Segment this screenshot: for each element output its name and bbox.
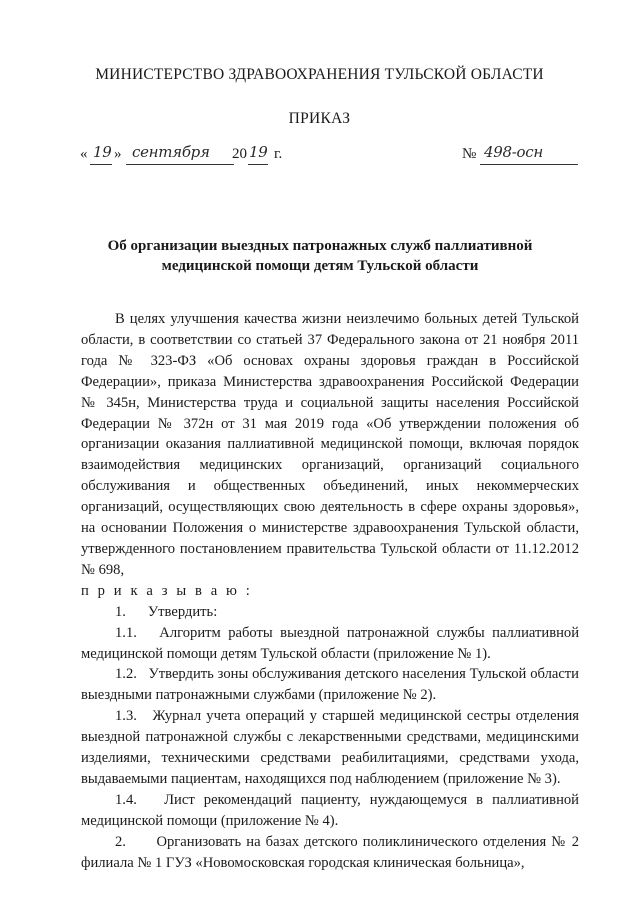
item-1-3: 1.3. Журнал учета операций у старшей медицинской сестры отделения выездной патронажной службы с лекарственными средствами, медицинскими изделиями, техническими средствами реабилитациями, средствами ухода, выдаваемыми пациентам, находящихся под наблюдением (приложение № 3). [81,708,583,787]
order-word: п р и к а з ы в а ю : [81,582,253,599]
date-year-suffix: 19 [249,143,268,161]
number-value: 498-осн [484,143,543,161]
item-1: 1. Утвердить: [115,603,218,620]
date-open-quote: « [80,146,88,162]
date-month: сентября [132,143,210,161]
date-day: 19 [93,143,112,161]
date-year-label: г. [274,146,283,162]
date-close-quote: » [114,146,122,162]
item-1-1: 1.1. Алгоритм работы выездной патронажной службы паллиативной медицинской помощи детям Тульской области (приложение № 1). [81,624,583,662]
item-2: 2. Организовать на базах детского поликлинического отделения № 2 филиала № 1 ГУЗ «Новомосковская городская клиническая больница», [81,833,583,871]
preamble-paragraph: В целях улучшения качества жизни неизлечимо больных детей Тульской области, в соответствии со статьей 37 Федерального закона от 21 ноября 2011 года № 323-ФЗ «Об основах охраны здоровья граждан в Российской Федерации», приказа Министерства здравоохранения Российской Федерации № 345н, Министерства труда и социальной защиты населения Российской Федерации № 372н от 31 мая 2019 года «Об утверждении положения об организации оказания паллиативной медицинской помощи, включая порядок взаимодействия медицинских организаций, организаций социального обслуживания и общественных объединений, иных некоммерческих организаций, осуществляющих свою деятельность в сфере охраны здоровья», на основании Положения о министерстве здравоохранения Тульской области, утвержденного постановлением правительства Тульской области от 11.12.2012 № 698, [81,311,579,578]
order-date [80,143,340,170]
number-label: № [462,146,477,162]
document-type: ПРИКАЗ [288,110,351,127]
ministry-header: МИНИСТЕРСТВО ЗДРАВООХРАНЕНИЯ ТУЛЬСКОЙ ОБЛАСТИ [95,66,544,83]
title-line-1: Об организации выездных патронажных служб паллиативной [107,238,533,254]
date-year-prefix: 20 [232,146,247,162]
document-body [81,309,583,873]
document-title [100,236,540,276]
item-1-2: 1.2. Утвердить зоны обслуживания детского населения Тульской области выездными патронажными службами (приложение № 2). [81,666,583,704]
title-line-2: медицинской помощи детям Тульской области [161,258,479,274]
item-1-4: 1.4. Лист рекомендаций пациенту, нуждающемуся в паллиативной медицинской помощи (приложение № 4). [81,791,583,829]
order-number [462,143,582,170]
